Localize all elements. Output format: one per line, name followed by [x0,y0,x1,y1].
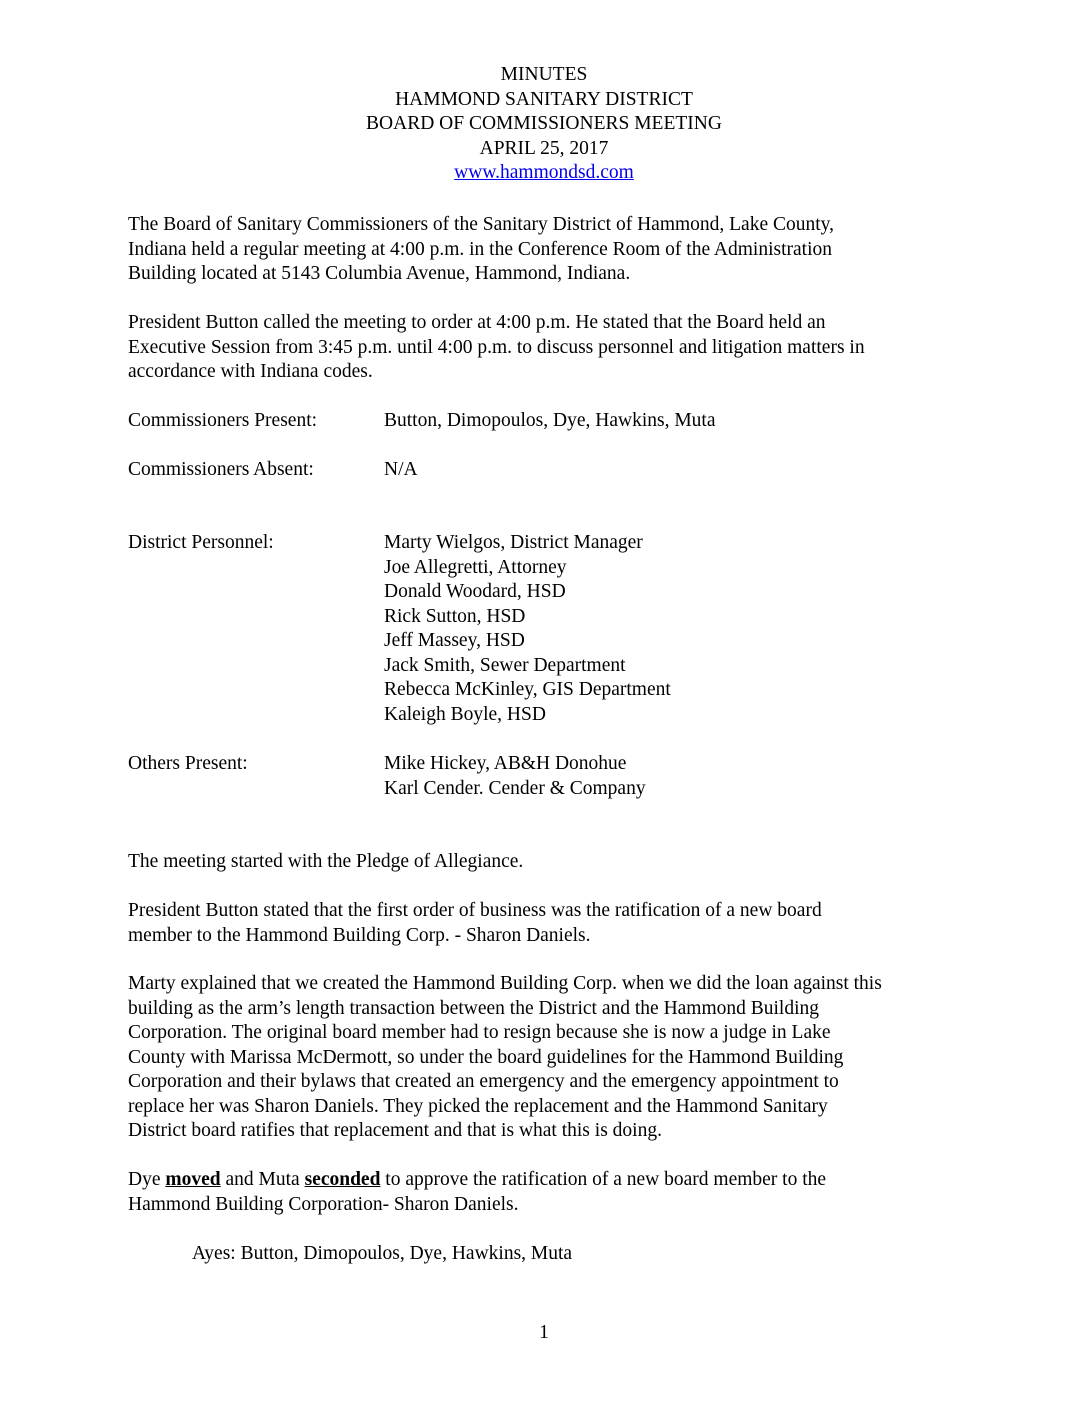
personnel-item: Jeff Massey, HSD [384,630,525,651]
personnel-item: Jack Smith, Sewer Department [384,654,626,676]
intro-line: Building located at 5143 Columbia Avenue, Hammond, Indiana. [128,263,631,284]
explanation-line: County with Marissa McDermott, so under the board guidelines for the Hammond Building [128,1046,844,1068]
motion-line-1 [128,1168,968,1193]
first-order-line: member to the Hammond Building Corp. - Sharon Daniels. [128,924,591,946]
others-present-label: Others Present: [128,753,248,774]
first-order-line: President Button stated that the first order of business was the ratification of a new board [128,900,822,921]
personnel-item: Marty Wielgos, District Manager [384,532,643,553]
motion-seconded-word: seconded [304,1169,381,1190]
others-item: Karl Cender. Cender & Company [384,777,646,799]
page-number: 1 [539,1322,549,1343]
commissioners-present-label: Commissioners Present: [128,410,318,431]
header-meeting-type: BOARD OF COMMISSIONERS MEETING [366,113,722,134]
motion-moved-word: moved [165,1169,221,1190]
call-to-order-paragraph [128,311,968,385]
commissioners-absent-label: Commissioners Absent: [128,459,314,480]
intro-line: The Board of Sanitary Commissioners of the Sanitary District of Hammond, Lake County, [128,214,835,235]
call-to-order-line: President Button called the meeting to order at 4:00 p.m. He stated that the Board held an [128,312,826,333]
header-website-row [0,161,1088,186]
explanation-line: District board ratifies that replacement and that is what this is doing. [128,1120,662,1141]
district-personnel-label: District Personnel: [128,532,274,553]
explanation-line: replace her was Sharon Daniels. They picked the replacement and the Hammond Sanitary [128,1095,828,1117]
commissioners-present-value: Button, Dimopoulos, Dye, Hawkins, Muta [384,410,716,431]
personnel-item: Rick Sutton, HSD [384,605,526,627]
others-present-list [384,752,646,801]
header-date: APRIL 25, 2017 [479,137,609,159]
explanation-line: Corporation and their bylaws that created an emergency and the emergency appointment to [128,1071,839,1092]
explanation-line: Marty explained that we created the Hammond Building Corp. when we did the loan against this [128,973,882,994]
header-title: MINUTES [500,64,588,85]
motion-line-2: Hammond Building Corporation- Sharon Daniels. [128,1193,519,1215]
personnel-item: Joe Allegretti, Attorney [384,556,567,578]
document-header [0,63,1088,186]
motion-mover: Dye [128,1169,161,1190]
explanation-paragraph [128,972,968,1144]
vote-ayes: Ayes: Button, Dimopoulos, Dye, Hawkins, Muta [192,1243,573,1264]
explanation-line: Corporation. The original board member had to resign because she is now a judge in Lake [128,1022,831,1043]
personnel-item: Donald Woodard, HSD [384,581,566,602]
call-to-order-line: Executive Session from 3:45 p.m. until 4:00 p.m. to discuss personnel and litigation matters in [128,336,865,358]
intro-line: Indiana held a regular meeting at 4:00 p.m. in the Conference Room of the Administration [128,238,832,260]
personnel-item: Rebecca McKinley, GIS Department [384,679,671,700]
call-to-order-line: accordance with Indiana codes. [128,361,373,382]
pledge-line: The meeting started with the Pledge of Allegiance. [128,851,524,872]
first-order-paragraph [128,899,968,948]
personnel-item: Kaleigh Boyle, HSD [384,703,546,725]
explanation-line: building as the arm’s length transaction between the District and the Hammond Building [128,997,820,1019]
others-item: Mike Hickey, AB&H Donohue [384,753,627,774]
intro-paragraph [128,213,968,287]
commissioners-absent-value: N/A [384,459,418,480]
header-organization: HAMMOND SANITARY DISTRICT [395,88,693,110]
pledge-paragraph [128,850,968,875]
website-link[interactable]: www.hammondsd.com [454,162,634,183]
motion-text: to approve the ratification of a new board member to the [385,1169,827,1190]
motion-seconder: and Muta [225,1169,300,1190]
motion-paragraph [128,1168,968,1217]
district-personnel-list [384,531,671,727]
